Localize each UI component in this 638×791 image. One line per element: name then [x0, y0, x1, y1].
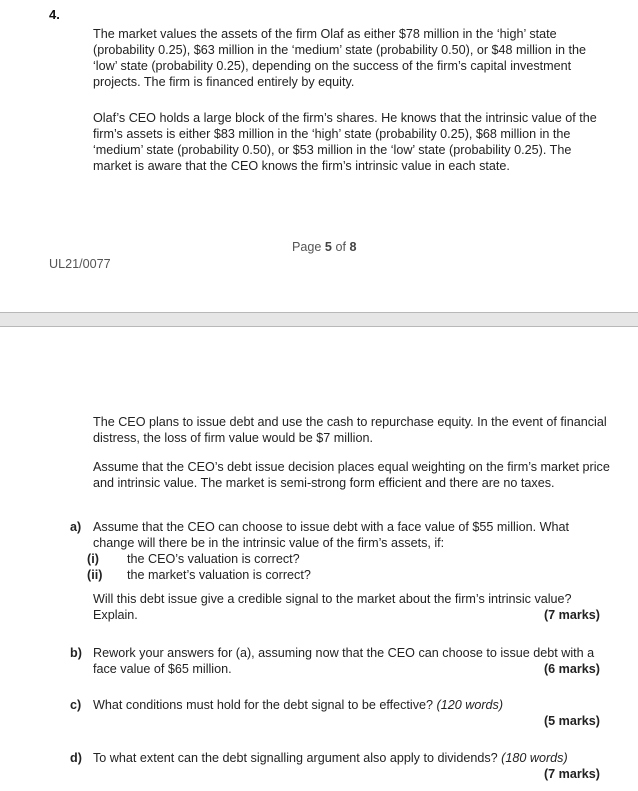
part-a-marks: (7 marks) [543, 608, 600, 622]
part-a-sub2-label: (ii) [87, 568, 103, 582]
page-of: of [335, 240, 346, 254]
question-paragraph-2: Olaf’s CEO holds a large block of the firm’s shares. He knows that the intrinsic value of the firm’s assets is either $83 million in the ‘high’ state (probability 0.25), $68 million in the ‘medium’ state (probability 0.50), or $53 million in the ‘low’ state (probability 0.25). The market is aware that the CEO knows the firm’s intrinsic value in each state. [93, 111, 597, 173]
question-number: 4. [49, 7, 60, 22]
part-b-marks: (6 marks) [543, 662, 600, 676]
part-a-follow: Will this debt issue give a credible signal to the market about the firm’s intrinsic value? Explain. [93, 592, 572, 622]
question-paragraph-4: Assume that the CEO’s debt issue decision places equal weighting on the firm’s market price and intrinsic value. The market is semi-strong form efficient and there are no taxes. [93, 460, 610, 490]
part-b-label: b) [70, 646, 82, 660]
part-c [70, 697, 610, 729]
part-a-label: a) [70, 520, 82, 534]
page-number [292, 240, 356, 254]
question-paragraph-3: The CEO plans to issue debt and use the cash to repurchase equity. In the event of financial distress, the loss of firm value would be $7 million. [93, 415, 607, 445]
part-d-text: To what extent can the debt signalling argument also apply to dividends? [93, 751, 498, 765]
page-separator [0, 312, 638, 327]
paper-code: UL21/0077 [49, 257, 111, 271]
part-d [70, 750, 610, 782]
question-paragraph-1: The market values the assets of the firm Olaf as either $78 million in the ‘high’ state (probability 0.25), $63 million in the ‘medium’ state (probability 0.50), or $48 million in the ‘low’ state (probability 0.25), depending on the success of the firm’s capital investment projects. The firm is financed entirely by equity. [93, 27, 587, 89]
part-b [70, 645, 610, 677]
part-a [70, 519, 610, 623]
exam-page-6 [0, 327, 638, 791]
part-d-words: (180 words) [501, 751, 568, 765]
part-c-words: (120 words) [436, 698, 504, 712]
part-a-sub2-text: the market’s valuation is correct? [127, 568, 311, 582]
part-c-text: What conditions must hold for the debt signal to be effective? [93, 698, 434, 712]
part-a-sub1-text: the CEO’s valuation is correct? [127, 552, 300, 566]
part-d-marks: (7 marks) [543, 767, 600, 781]
page-current: 5 [324, 240, 332, 254]
part-c-marks: (5 marks) [543, 714, 600, 728]
page-total: 8 [349, 240, 357, 254]
part-b-text: Rework your answers for (a), assuming now that the CEO can choose to issue debt with a face value of $65 million. [93, 646, 595, 676]
exam-page-5 [0, 0, 638, 312]
part-a-intro: Assume that the CEO can choose to issue debt with a face value of $55 million. What change will there be in the intrinsic value of the firm’s assets, if: [93, 520, 570, 550]
part-d-label: d) [70, 751, 82, 765]
part-a-sub1-label: (i) [87, 552, 99, 566]
page-prefix: Page [292, 240, 322, 254]
part-c-label: c) [70, 698, 82, 712]
